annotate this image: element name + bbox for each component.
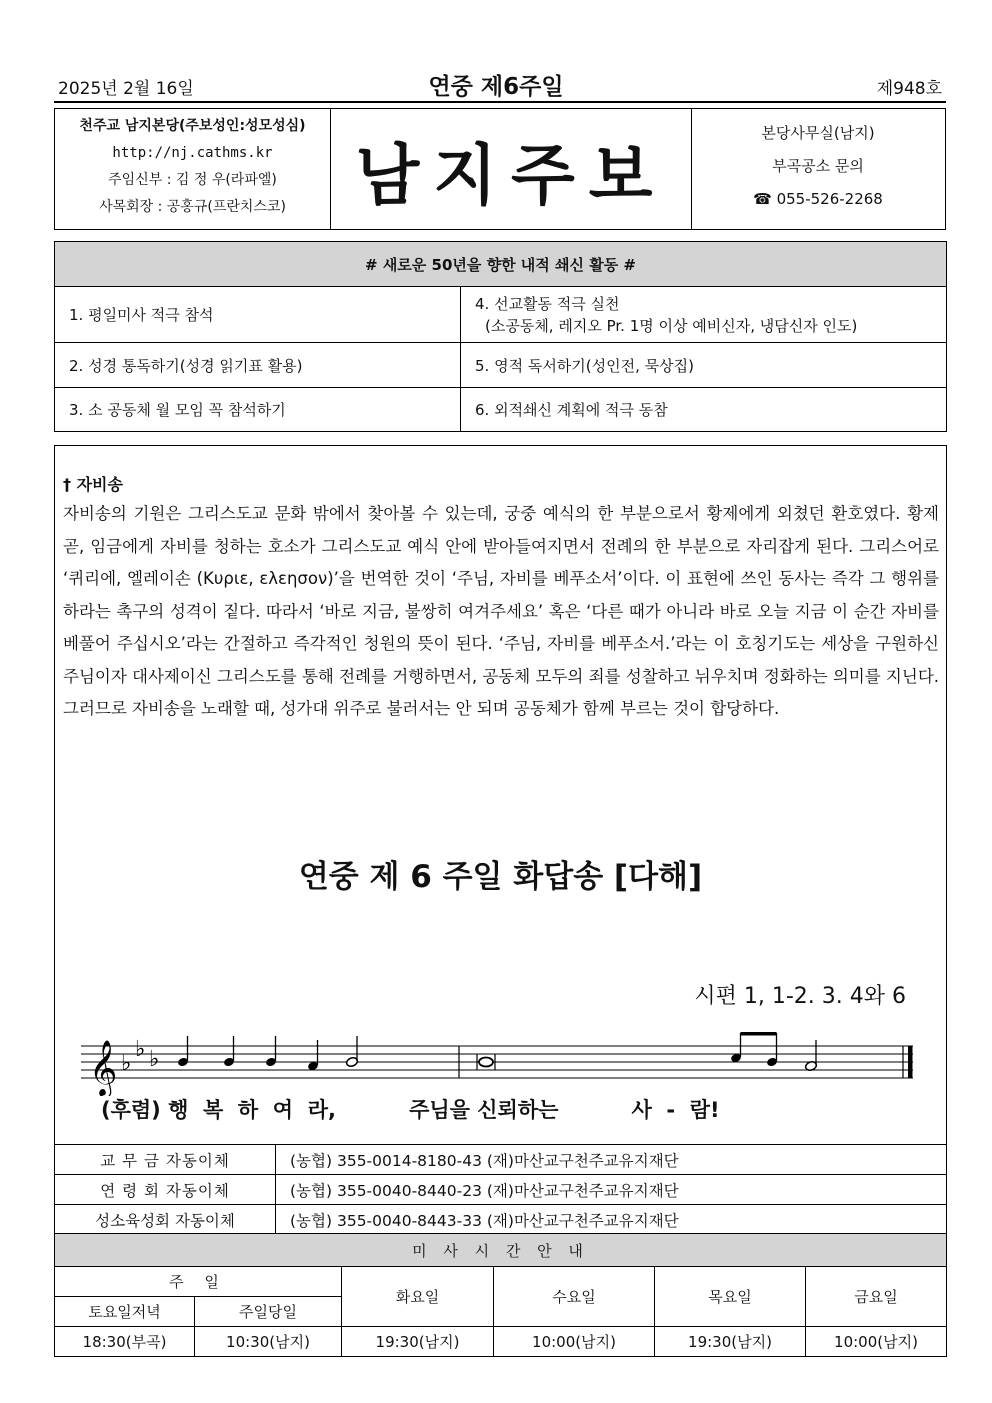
- masthead: [54, 108, 946, 230]
- contact-label: 부곡공소 문의: [772, 157, 864, 175]
- mass-time: 10:00(남지): [806, 1327, 947, 1357]
- bank-label: 연 령 회 자동이체: [55, 1175, 276, 1205]
- svg-text:♭: ♭: [121, 1051, 132, 1076]
- council-president: 사목회장 : 공홍규(프란치스코): [99, 199, 286, 215]
- music-staff: [55, 1026, 946, 1096]
- table-row: [55, 1145, 947, 1175]
- breve-note-icon: [477, 1054, 495, 1070]
- article-title: † 자비송: [63, 475, 123, 494]
- eighth-notes: [730, 1032, 818, 1072]
- psalm-title: 연중 제 6 주일 화답송 [다해]: [298, 859, 703, 895]
- bulletin-logo: [331, 109, 692, 229]
- bank-label: 성소육성회 자동이체: [55, 1205, 276, 1235]
- friday-header: 금요일: [806, 1267, 947, 1327]
- bank-account: (농협) 355-0014-8180-43 (재)마산교구천주교유지재단: [276, 1145, 947, 1175]
- mass-time: 19:30(남지): [655, 1327, 806, 1357]
- office-label: 본당사무실(남지): [761, 124, 875, 142]
- sunday-title: 연중 제6주일: [428, 74, 564, 100]
- parish-name: 천주교 남지본당(주보성인:성모성심): [79, 118, 306, 134]
- parish-info: [55, 109, 331, 229]
- parish-url[interactable]: http://nj.cathms.kr: [112, 145, 273, 161]
- sunday-header: 주 일: [55, 1267, 342, 1297]
- table-row: [55, 1205, 947, 1235]
- issue-number: 제948호: [876, 79, 942, 99]
- bulletin-name: 남지주보: [355, 136, 667, 214]
- goal-item: 2. 성경 통독하기(성경 읽기표 활용): [55, 343, 461, 388]
- mass-time: 18:30(부곡): [55, 1327, 195, 1357]
- goals-title: # 새로운 50년을 향한 내적 쇄신 활동 #: [55, 242, 947, 287]
- goal-item: [461, 287, 947, 343]
- svg-text:♭: ♭: [135, 1037, 146, 1062]
- table-row: [55, 1175, 947, 1205]
- renewal-goals-table: [54, 241, 947, 432]
- mass-schedule-title: 미 사 시 간 안 내: [55, 1234, 947, 1267]
- phone-number: ☎ 055-526-2268: [753, 190, 883, 208]
- tuesday-header: 화요일: [342, 1267, 494, 1327]
- svg-text:♭: ♭: [149, 1047, 160, 1072]
- saturday-evening-header: 토요일저녁: [55, 1297, 195, 1327]
- goal-item-4: 4. 선교활동 적극 실천: [475, 294, 620, 313]
- table-row: [55, 1327, 947, 1357]
- bank-account: (농협) 355-0040-8443-33 (재)마산교구천주교유지재단: [276, 1205, 947, 1235]
- goal-item: 6. 외적쇄신 계획에 적극 동참: [461, 388, 947, 432]
- goal-item: 1. 평일미사 적극 참석: [55, 287, 461, 343]
- pastor-name: 주임신부 : 김 정 우(라파엘): [108, 172, 277, 188]
- mass-time: 10:00(남지): [494, 1327, 655, 1357]
- article-body: 자비송의 기원은 그리스도교 문화 밖에서 찾아볼 수 있는데, 궁중 예식의 한 부분으로서 황제에게 외쳤던 환호였다. 황제 곧, 임금에게 자비를 청하는 호소가 그리스도교 예식 안에 받아들여지면서 전례의 한 부분으로 자리잡게 된다. 그리스어로 ‘퀴리에, 엘레이손 (Κυριε, ελεησον)’을 번역한 것이 ‘주님, 자비를 베푸소서’이다. 이 표현에 쓰인 동사는 즉각 그 행위를 하라는 촉구의 성격이 짙다. 따라서 ‘바로 지금, 불쌍히 여겨주세요’ 혹은 ‘다른 때가 아니라 바로 오늘 지금 이 순간 자비를 베풀어 주십시오’라는 간절하고 즉각적인 청원의 뜻이 된다. ‘주님, 자비를 베푸소서.’라는 이 호칭기도는 세상을 구원하신 주님이자 대사제이신 그리스도를 통해 전례를 거행하면서, 공동체 모두의 죄를 성찰하고 뉘우치며 정화하는 의미를 지닌다. 그러므로 자비송을 노래할 때, 성가대 위주로 불러서는 안 되며 공동체가 함께 부르는 것이 합당하다.: [63, 504, 939, 718]
- goal-item-4-detail: (소공동체, 레지오 Pr. 1명 이상 예비신자, 냉담신자 인도): [485, 316, 858, 335]
- sunday-day-header: 주일당일: [195, 1297, 342, 1327]
- psalm-refrain: (후렴) 행 복 하 여 라, 주님을 신뢰하는 사 - 람!: [101, 1098, 720, 1122]
- office-info: [691, 109, 945, 229]
- bank-transfer-table: [54, 1144, 947, 1235]
- wednesday-header: 수요일: [494, 1267, 655, 1327]
- psalm-reference: 시편 1, 1-2. 3. 4와 6: [694, 984, 906, 1009]
- thursday-header: 목요일: [655, 1267, 806, 1327]
- article-box: [54, 445, 947, 1145]
- goal-item: 5. 영적 독서하기(성인전, 묵상집): [461, 343, 947, 388]
- mass-time: 19:30(남지): [342, 1327, 494, 1357]
- mass-schedule-table: [54, 1233, 947, 1357]
- bulletin-date: 2025년 2월 16일: [58, 79, 194, 99]
- bank-account: (농협) 355-0040-8440-23 (재)마산교구천주교유지재단: [276, 1175, 947, 1205]
- goal-item: 3. 소 공동체 월 모임 꼭 참석하기: [55, 388, 461, 432]
- header-divider: [54, 101, 946, 103]
- bank-label: 교 무 금 자동이체: [55, 1145, 276, 1175]
- mass-time: 10:30(남지): [195, 1327, 342, 1357]
- treble-clef-icon: 𝄞: [89, 1040, 118, 1096]
